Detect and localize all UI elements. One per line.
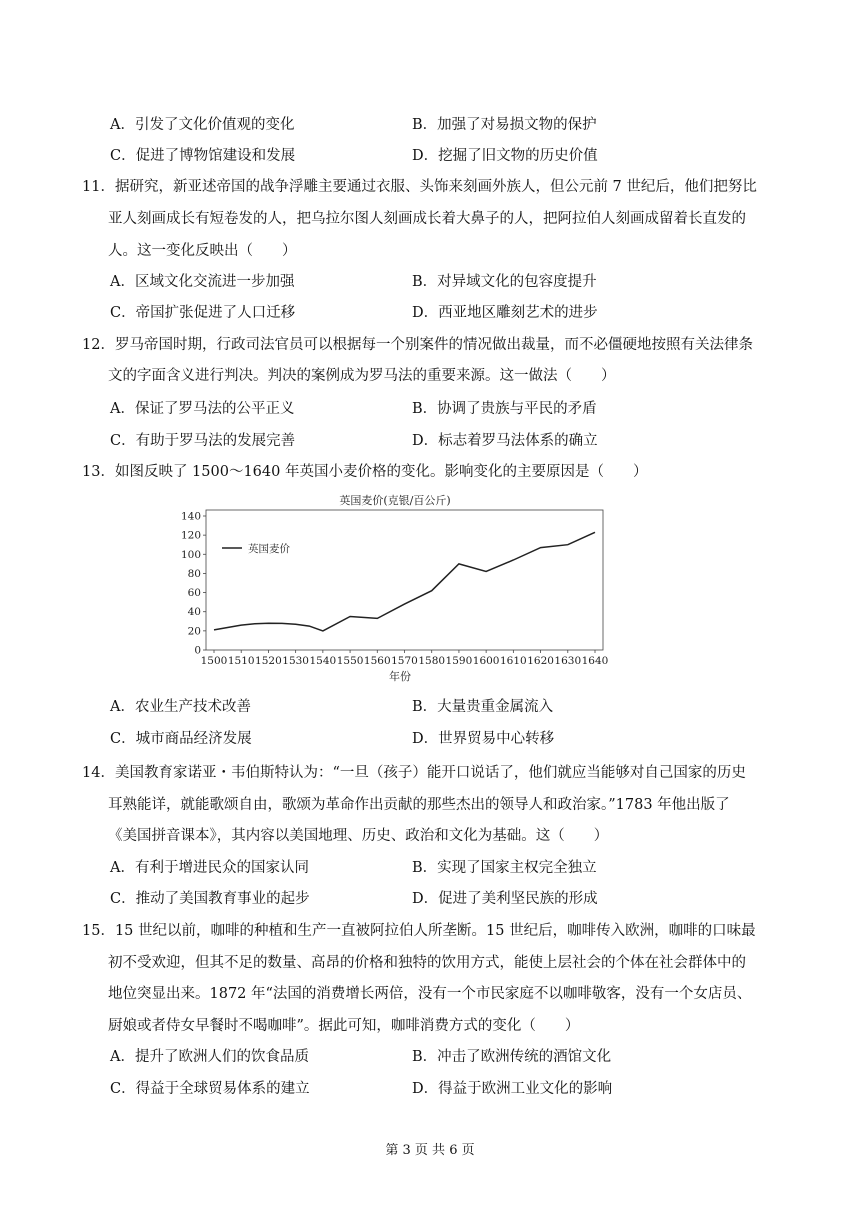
q15-stem-line-2: 初不受欢迎，但其不足的数量、高昂的价格和独特的饮用方式，能使上层社会的个体在社会群体中的 bbox=[108, 955, 746, 971]
x-axis-label: 年份 bbox=[389, 670, 411, 683]
x-tick-label: 1560 bbox=[363, 655, 391, 667]
x-tick-label: 1570 bbox=[391, 655, 418, 667]
q13-stem-line-1: 13．如图反映了 1500～1640 年英国小麦价格的变化。影响变化的主要原因是（ ） bbox=[82, 464, 648, 480]
plot-frame bbox=[206, 510, 603, 650]
q14-stem-line-2: 耳熟能详，就能歌颂自由，歌颂为革命作出贡献的那些杰出的领导人和政治家。”1783 年他出版了 bbox=[108, 797, 730, 813]
q15-stem-line-1: 15．15 世纪以前，咖啡的种植和生产一直被阿拉伯人所垄断。15 世纪后，咖啡传入欧洲，咖啡的口味最 bbox=[82, 923, 756, 939]
x-tick-label: 1550 bbox=[336, 655, 364, 667]
page-number: 第 3 页 共 6 页 bbox=[385, 1143, 475, 1158]
y-axis bbox=[181, 510, 603, 657]
q12-option-b: B．协调了贵族与平民的矛盾 bbox=[412, 401, 597, 417]
q15-option-a: A．提升了欧洲人们的饮食品质 bbox=[110, 1049, 309, 1065]
q10-option-a: A．引发了文化价值观的变化 bbox=[110, 117, 295, 133]
q12-option-d: D．标志着罗马法体系的确立 bbox=[412, 433, 598, 449]
x-tick-label: 1610 bbox=[499, 655, 527, 667]
x-tick-label: 1510 bbox=[227, 655, 255, 667]
q15-option-c: C．得益于全球贸易体系的建立 bbox=[110, 1081, 310, 1097]
q14-option-c: C．推动了美国教育事业的起步 bbox=[110, 891, 310, 907]
y-tick-label: 140 bbox=[180, 510, 201, 523]
y-tick-label: 40 bbox=[187, 606, 201, 619]
q14-stem-line-3: 《美国拼音课本》，其内容以美国地理、历史、政治和文化为基础。这（ ） bbox=[108, 828, 609, 844]
x-tick-label: 1540 bbox=[309, 655, 337, 667]
q14-stem-line-1: 14．美国教育家诺亚・韦伯斯特认为：“一旦（孩子）能开口说话了，他们就应当能够对自己国家的历史 bbox=[82, 765, 746, 781]
q11-stem-line-2: 亚人刻画成长有短卷发的人，把乌拉尔图人刻画成长着大鼻子的人，把阿拉伯人刻画成留着长直发的 bbox=[108, 211, 746, 227]
x-tick-label: 1580 bbox=[418, 655, 446, 667]
x-tick-label: 1590 bbox=[445, 655, 473, 667]
q14-option-d: D．促进了美利坚民族的形成 bbox=[412, 891, 598, 907]
q14-option-b: B．实现了国家主权完全独立 bbox=[412, 860, 597, 876]
q11-option-d: D．西亚地区雕刻艺术的进步 bbox=[412, 305, 598, 321]
x-tick-label: 1630 bbox=[554, 655, 582, 667]
y-tick-label: 60 bbox=[187, 587, 201, 600]
chart-legend bbox=[222, 542, 290, 555]
q13-option-a: A．农业生产技术改善 bbox=[110, 699, 251, 715]
chart-title: 英国麦价(克银/百公斤) bbox=[339, 494, 451, 507]
wheat-price-line-chart bbox=[160, 486, 620, 686]
q10-option-c: C．促进了博物馆建设和发展 bbox=[110, 148, 296, 164]
y-tick-label: 0 bbox=[194, 644, 201, 657]
y-tick-label: 80 bbox=[187, 567, 201, 580]
q11-option-a: A．区域文化交流进一步加强 bbox=[110, 274, 295, 290]
x-tick-label: 1530 bbox=[282, 655, 310, 667]
q15-option-d: D．得益于欧洲工业文化的影响 bbox=[412, 1081, 613, 1097]
q12-stem-line-1: 12．罗马帝国时期，行政司法官员可以根据每一个别案件的情况做出裁量，而不必僵硬地按照有关法律条 bbox=[82, 337, 753, 353]
q14-option-a: A．有利于增进民众的国家认同 bbox=[110, 860, 309, 876]
q12-stem-line-2: 文的字面含义进行判决。判决的案例成为罗马法的重要来源。这一做法（ ） bbox=[108, 368, 616, 384]
q13-option-b: B．大量贵重金属流入 bbox=[412, 699, 554, 715]
y-tick-label: 120 bbox=[180, 529, 201, 542]
q12-option-a: A．保证了罗马法的公平正义 bbox=[110, 401, 295, 417]
x-tick-label: 1600 bbox=[472, 655, 500, 667]
q12-option-c: C．有助于罗马法的发展完善 bbox=[110, 433, 296, 449]
q13-option-c: C．城市商品经济发展 bbox=[110, 731, 252, 747]
q15-stem-line-4: 厨娘或者侍女早餐时不喝咖啡”。据此可知，咖啡消费方式的变化（ ） bbox=[108, 1018, 580, 1034]
x-tick-label: 1620 bbox=[527, 655, 554, 667]
q11-stem-line-3: 人。这一变化反映出（ ） bbox=[108, 243, 297, 259]
x-tick-label: 1520 bbox=[255, 655, 282, 667]
x-tick-label: 1640 bbox=[581, 655, 609, 667]
q10-option-b: B．加强了对易损文物的保护 bbox=[412, 117, 597, 133]
legend-label: 英国麦价 bbox=[248, 543, 290, 555]
y-tick-label: 100 bbox=[180, 548, 201, 561]
q10-option-d: D．挖掘了旧文物的历史价值 bbox=[412, 148, 598, 164]
q11-stem-line-1: 11．据研究，新亚述帝国的战争浮雕主要通过衣服、头饰来刻画外族人，但公元前 7 世纪后，他们把努比 bbox=[82, 179, 757, 195]
q11-option-c: C．帝国扩张促进了人口迁移 bbox=[110, 305, 296, 321]
q15-stem-line-3: 地位突显出来。1872 年“法国的消费增长两倍，没有一个市民家庭不以咖啡敬客，没有一个女店员、 bbox=[108, 986, 752, 1002]
q15-option-b: B．冲击了欧洲传统的酒馆文化 bbox=[412, 1049, 612, 1065]
y-tick-label: 20 bbox=[187, 625, 201, 638]
q13-option-d: D．世界贸易中心转移 bbox=[412, 731, 555, 747]
x-tick-label: 1500 bbox=[200, 655, 228, 667]
q11-option-b: B．对异域文化的包容度提升 bbox=[412, 274, 597, 290]
x-axis bbox=[201, 650, 609, 667]
